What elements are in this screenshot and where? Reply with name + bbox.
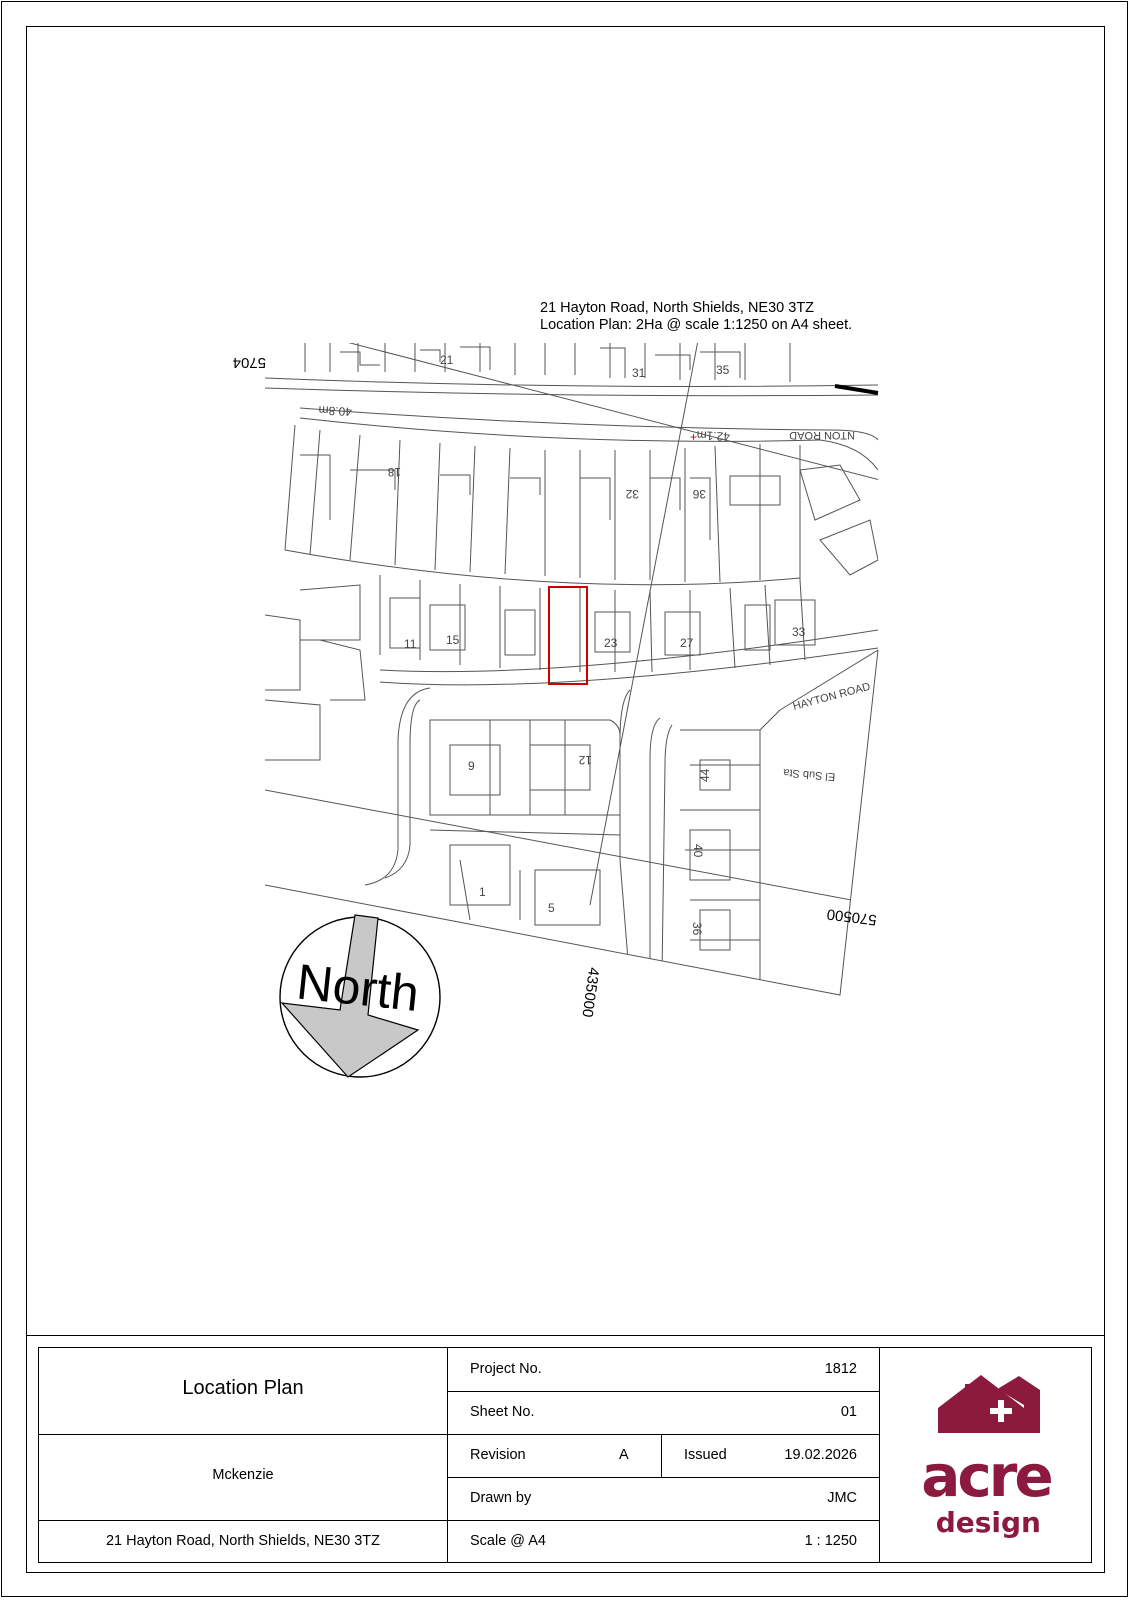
road-edge xyxy=(820,440,878,470)
map-caption-scale: Location Plan: 2Ha @ scale 1:1250 on A4 sheet. xyxy=(540,317,853,333)
north-arrow xyxy=(280,915,440,1077)
house-number: 33 xyxy=(792,625,806,639)
revision-label: Revision xyxy=(470,1447,526,1463)
drawn-by-value: JMC xyxy=(827,1490,857,1506)
acre-design-logo xyxy=(881,1350,1091,1560)
house-number: 36 xyxy=(692,487,706,501)
house-number: 21 xyxy=(440,353,454,367)
scale-value: 1 : 1250 xyxy=(804,1533,857,1549)
house-number: 18 xyxy=(387,465,401,479)
logo-text-main: acre xyxy=(921,1442,1051,1510)
house-number: 44 xyxy=(698,768,712,782)
project-no-value: 1812 xyxy=(824,1361,857,1377)
road-label: NTON ROAD xyxy=(789,429,855,441)
house-number: 23 xyxy=(604,636,618,650)
scale-label: Scale @ A4 xyxy=(470,1533,546,1549)
drawing-title: Location Plan xyxy=(182,1377,304,1399)
title-block xyxy=(38,1347,1092,1563)
logo-text-sub: design xyxy=(935,1506,1041,1539)
site-boundary xyxy=(549,587,587,684)
client-name: Mckenzie xyxy=(212,1467,274,1483)
map-linework xyxy=(265,330,880,980)
revision-value: A xyxy=(619,1447,629,1463)
map-caption-address: 21 Hayton Road, North Shields, NE30 3TZ xyxy=(540,300,815,316)
house-number: 1 xyxy=(479,885,486,899)
grid-label-east: 570500 xyxy=(825,905,878,929)
issued-label: Issued xyxy=(684,1447,727,1463)
house-number: 12 xyxy=(578,753,592,767)
site-address: 21 Hayton Road, North Shields, NE30 3TZ xyxy=(105,1533,381,1549)
road-edge xyxy=(265,378,878,386)
house-number: 11 xyxy=(404,637,417,651)
level-label: 42.1m xyxy=(696,428,731,444)
house-number: 31 xyxy=(632,366,646,380)
house-number: 9 xyxy=(468,759,475,773)
house-logo-icon xyxy=(938,1375,1040,1433)
house-number: 5 xyxy=(548,901,555,915)
house-number: 36 xyxy=(690,922,704,936)
house-number: 40 xyxy=(691,844,705,858)
road-edge xyxy=(300,418,820,441)
road-edge xyxy=(300,408,830,430)
project-no-label: Project No. xyxy=(470,1361,542,1377)
road-edge xyxy=(265,388,878,396)
spot-height-marker: + xyxy=(690,430,698,444)
map-edge-marker xyxy=(835,386,878,393)
house-number: 27 xyxy=(680,636,694,650)
house-number: 35 xyxy=(716,363,730,377)
north-label: North xyxy=(294,953,422,1022)
road-label-hayton: HAYTON ROAD xyxy=(791,680,872,713)
level-label: 40.8m xyxy=(318,403,353,419)
grid-label-north: 5704 xyxy=(232,354,266,371)
sheet-no-value: 01 xyxy=(840,1404,857,1420)
grid-label-bottom: 435000 xyxy=(578,966,603,1019)
building-label: El Sub Sta xyxy=(782,766,836,783)
sheet-no-label: Sheet No. xyxy=(470,1404,535,1420)
issued-date: 19.02.2026 xyxy=(784,1447,857,1463)
house-number: 15 xyxy=(446,633,460,647)
drawn-by-label: Drawn by xyxy=(470,1490,532,1506)
house-number: 32 xyxy=(625,487,639,501)
